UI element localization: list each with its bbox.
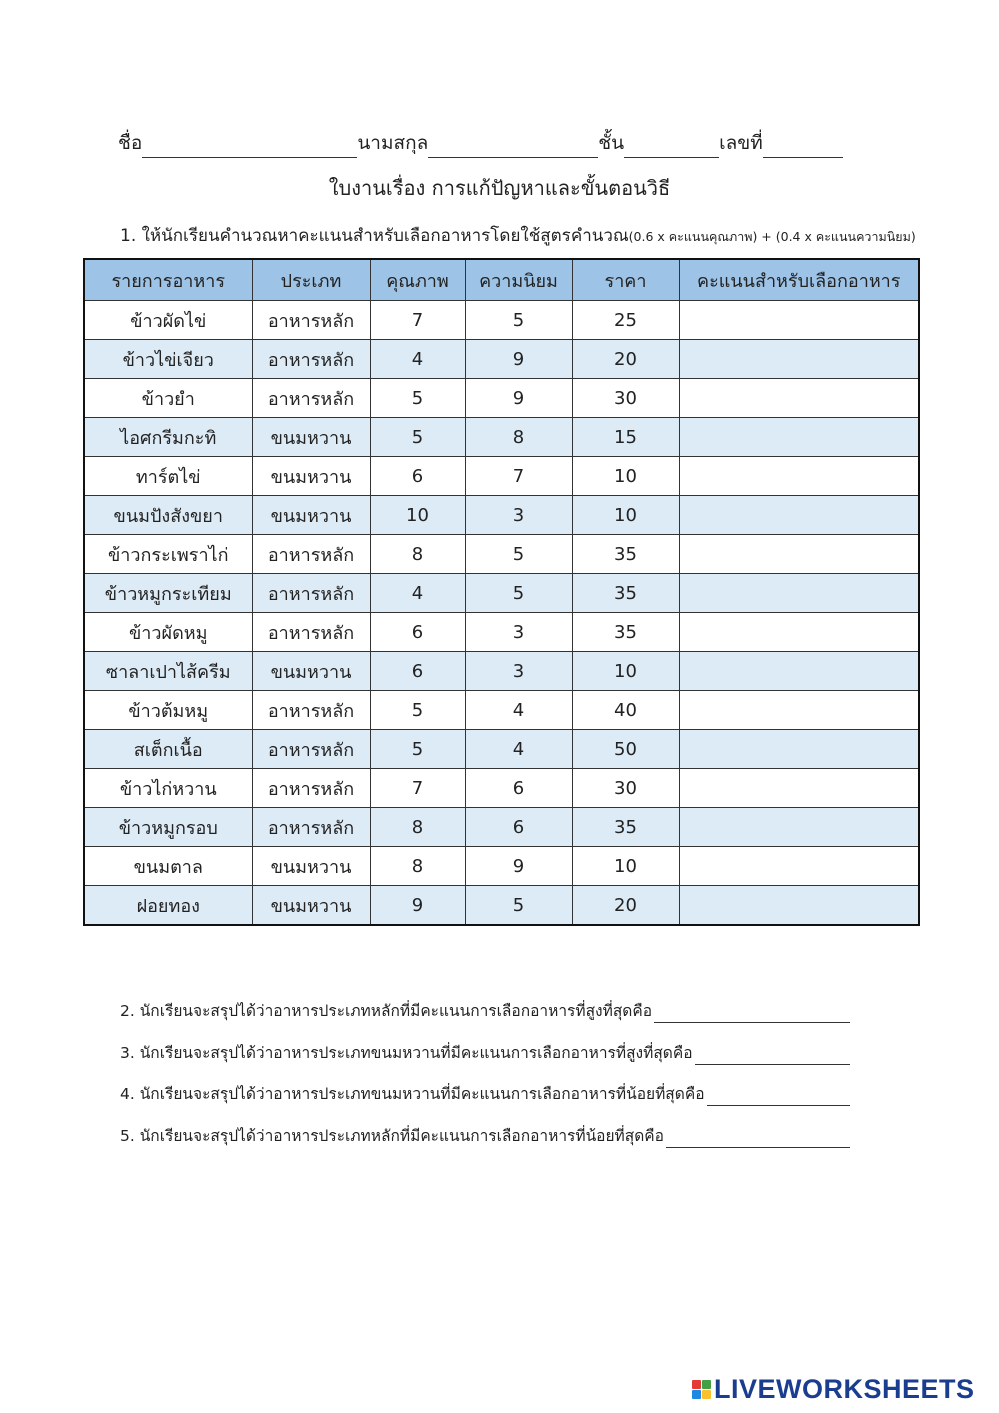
food-name-cell: ขนมปังสังขยา	[84, 496, 252, 535]
popularity-cell: 3	[465, 613, 572, 652]
popularity-cell: 5	[465, 301, 572, 340]
answer-blank[interactable]	[707, 1091, 850, 1106]
score-answer-cell[interactable]	[679, 886, 919, 926]
question-3	[120, 1040, 850, 1065]
table-row	[84, 535, 919, 574]
question-5	[120, 1123, 850, 1148]
quality-cell: 5	[370, 730, 465, 769]
name-field[interactable]	[142, 139, 357, 158]
table-row	[84, 613, 919, 652]
table-row	[84, 652, 919, 691]
food-name-cell: ไอศกรีมกะทิ	[84, 418, 252, 457]
logo-text: LIVEWORKSHEETS	[714, 1373, 975, 1404]
class-label: ชั้น	[598, 132, 625, 154]
name-label: ชื่อ	[118, 132, 143, 154]
category-cell: อาหารหลัก	[252, 808, 370, 847]
popularity-cell: 3	[465, 496, 572, 535]
table-row	[84, 886, 919, 926]
score-answer-cell[interactable]	[679, 691, 919, 730]
popularity-cell: 3	[465, 652, 572, 691]
instruction	[120, 222, 920, 249]
category-cell: อาหารหลัก	[252, 535, 370, 574]
quality-cell: 6	[370, 457, 465, 496]
popularity-cell: 4	[465, 691, 572, 730]
quality-cell: 9	[370, 886, 465, 926]
quality-cell: 4	[370, 574, 465, 613]
price-cell: 30	[572, 769, 679, 808]
category-cell: ขนมหวาน	[252, 847, 370, 886]
price-cell: 20	[572, 340, 679, 379]
price-cell: 35	[572, 574, 679, 613]
price-cell: 10	[572, 652, 679, 691]
price-cell: 25	[572, 301, 679, 340]
liveworksheets-logo	[692, 1372, 992, 1406]
table-row	[84, 301, 919, 340]
question-text: 5. นักเรียนจะสรุปได้ว่าอาหารประเภทหลักที่มีคะแนนการเลือกอาหารที่น้อยที่สุดคือ	[120, 1127, 664, 1145]
score-answer-cell[interactable]	[679, 808, 919, 847]
quality-cell: 4	[370, 340, 465, 379]
quality-cell: 8	[370, 808, 465, 847]
food-name-cell: ทาร์ตไข่	[84, 457, 252, 496]
price-cell: 20	[572, 886, 679, 926]
logo-tile	[702, 1380, 711, 1389]
column-header: คะแนนสำหรับเลือกอาหาร	[679, 259, 919, 301]
category-cell: ขนมหวาน	[252, 886, 370, 926]
price-cell: 35	[572, 535, 679, 574]
price-cell: 50	[572, 730, 679, 769]
logo-tile	[692, 1390, 701, 1399]
food-name-cell: ข้าวต้มหมู	[84, 691, 252, 730]
food-name-cell: สเต็กเนื้อ	[84, 730, 252, 769]
table-row	[84, 691, 919, 730]
food-name-cell: ข้าวยำ	[84, 379, 252, 418]
logo-tile	[702, 1390, 711, 1399]
question-4	[120, 1081, 850, 1106]
question-text: 4. นักเรียนจะสรุปได้ว่าอาหารประเภทขนมหวานที่มีคะแนนการเลือกอาหารที่น้อยที่สุดคือ	[120, 1085, 705, 1103]
popularity-cell: 7	[465, 457, 572, 496]
price-cell: 35	[572, 808, 679, 847]
quality-cell: 8	[370, 535, 465, 574]
answer-blank[interactable]	[666, 1133, 850, 1148]
quality-cell: 10	[370, 496, 465, 535]
category-cell: อาหารหลัก	[252, 574, 370, 613]
table-row	[84, 847, 919, 886]
question-text: 2. นักเรียนจะสรุปได้ว่าอาหารประเภทหลักที่มีคะแนนการเลือกอาหารที่สูงที่สุดคือ	[120, 1002, 653, 1020]
score-answer-cell[interactable]	[679, 574, 919, 613]
popularity-cell: 5	[465, 886, 572, 926]
food-name-cell: ข้าวหมูกระเทียม	[84, 574, 252, 613]
table-header-row	[84, 259, 919, 301]
score-answer-cell[interactable]	[679, 535, 919, 574]
category-cell: ขนมหวาน	[252, 652, 370, 691]
score-answer-cell[interactable]	[679, 613, 919, 652]
table-row	[84, 808, 919, 847]
score-answer-cell[interactable]	[679, 652, 919, 691]
table-row	[84, 379, 919, 418]
table-row	[84, 340, 919, 379]
worksheet-title: ใบงานเรื่อง การแก้ปัญหาและขั้นตอนวิธี	[328, 176, 671, 200]
question-text: 3. นักเรียนจะสรุปได้ว่าอาหารประเภทขนมหวานที่มีคะแนนการเลือกอาหารที่สูงที่สุดคือ	[120, 1044, 693, 1062]
logo-tiles-icon	[692, 1380, 711, 1399]
food-name-cell: ข้าวกระเพราไก่	[84, 535, 252, 574]
instruction-formula: (0.6 x คะแนนคุณภาพ) + (0.4 x คะแนนความนิยม)	[628, 229, 916, 244]
popularity-cell: 9	[465, 847, 572, 886]
category-cell: อาหารหลัก	[252, 691, 370, 730]
number-label: เลขที่	[719, 132, 763, 154]
table-row	[84, 457, 919, 496]
student-info-line	[118, 128, 848, 158]
price-cell: 10	[572, 496, 679, 535]
food-name-cell: ข้าวหมูกรอบ	[84, 808, 252, 847]
popularity-cell: 5	[465, 535, 572, 574]
column-header: รายการอาหาร	[84, 259, 252, 301]
score-answer-cell[interactable]	[679, 340, 919, 379]
popularity-cell: 6	[465, 808, 572, 847]
score-answer-cell[interactable]	[679, 769, 919, 808]
price-cell: 15	[572, 418, 679, 457]
answer-blank[interactable]	[654, 1008, 850, 1023]
food-name-cell: ขนมตาล	[84, 847, 252, 886]
column-header: ราคา	[572, 259, 679, 301]
quality-cell: 5	[370, 379, 465, 418]
score-answer-cell[interactable]	[679, 847, 919, 886]
instruction-text: 1. ให้นักเรียนคำนวณหาคะแนนสำหรับเลือกอาหารโดยใช้สูตรคำนวณ	[120, 226, 629, 246]
question-2	[120, 998, 850, 1023]
quality-cell: 8	[370, 847, 465, 886]
surname-label: นามสกุล	[357, 132, 429, 154]
category-cell: ขนมหวาน	[252, 457, 370, 496]
category-cell: ขนมหวาน	[252, 418, 370, 457]
table-row	[84, 418, 919, 457]
popularity-cell: 9	[465, 340, 572, 379]
popularity-cell: 8	[465, 418, 572, 457]
popularity-cell: 9	[465, 379, 572, 418]
score-answer-cell[interactable]	[679, 457, 919, 496]
price-cell: 40	[572, 691, 679, 730]
food-name-cell: ข้าวผัดหมู	[84, 613, 252, 652]
popularity-cell: 6	[465, 769, 572, 808]
food-score-table	[83, 258, 920, 926]
category-cell: อาหารหลัก	[252, 769, 370, 808]
score-answer-cell[interactable]	[679, 496, 919, 535]
number-field[interactable]	[763, 139, 843, 158]
price-cell: 30	[572, 379, 679, 418]
column-header: ประเภท	[252, 259, 370, 301]
food-name-cell: ข้าวไก่หวาน	[84, 769, 252, 808]
food-name-cell: ข้าวไข่เจียว	[84, 340, 252, 379]
popularity-cell: 4	[465, 730, 572, 769]
column-header: คุณภาพ	[370, 259, 465, 301]
answer-blank[interactable]	[695, 1050, 850, 1065]
quality-cell: 7	[370, 769, 465, 808]
category-cell: อาหารหลัก	[252, 379, 370, 418]
category-cell: อาหารหลัก	[252, 730, 370, 769]
category-cell: อาหารหลัก	[252, 340, 370, 379]
price-cell: 10	[572, 847, 679, 886]
food-name-cell: ซาลาเปาไส้ครีม	[84, 652, 252, 691]
category-cell: ขนมหวาน	[252, 496, 370, 535]
class-field[interactable]	[624, 139, 719, 158]
table-row	[84, 496, 919, 535]
table-row	[84, 574, 919, 613]
food-name-cell: ฝอยทอง	[84, 886, 252, 926]
price-cell: 10	[572, 457, 679, 496]
column-header: ความนิยม	[465, 259, 572, 301]
popularity-cell: 5	[465, 574, 572, 613]
quality-cell: 7	[370, 301, 465, 340]
score-answer-cell[interactable]	[679, 379, 919, 418]
logo-tile	[692, 1380, 701, 1389]
quality-cell: 6	[370, 652, 465, 691]
food-name-cell: ข้าวผัดไข่	[84, 301, 252, 340]
category-cell: อาหารหลัก	[252, 613, 370, 652]
score-answer-cell[interactable]	[679, 418, 919, 457]
score-answer-cell[interactable]	[679, 301, 919, 340]
quality-cell: 5	[370, 418, 465, 457]
table-row	[84, 769, 919, 808]
table-row	[84, 730, 919, 769]
price-cell: 35	[572, 613, 679, 652]
score-answer-cell[interactable]	[679, 730, 919, 769]
quality-cell: 5	[370, 691, 465, 730]
category-cell: อาหารหลัก	[252, 301, 370, 340]
quality-cell: 6	[370, 613, 465, 652]
surname-field[interactable]	[428, 139, 598, 158]
